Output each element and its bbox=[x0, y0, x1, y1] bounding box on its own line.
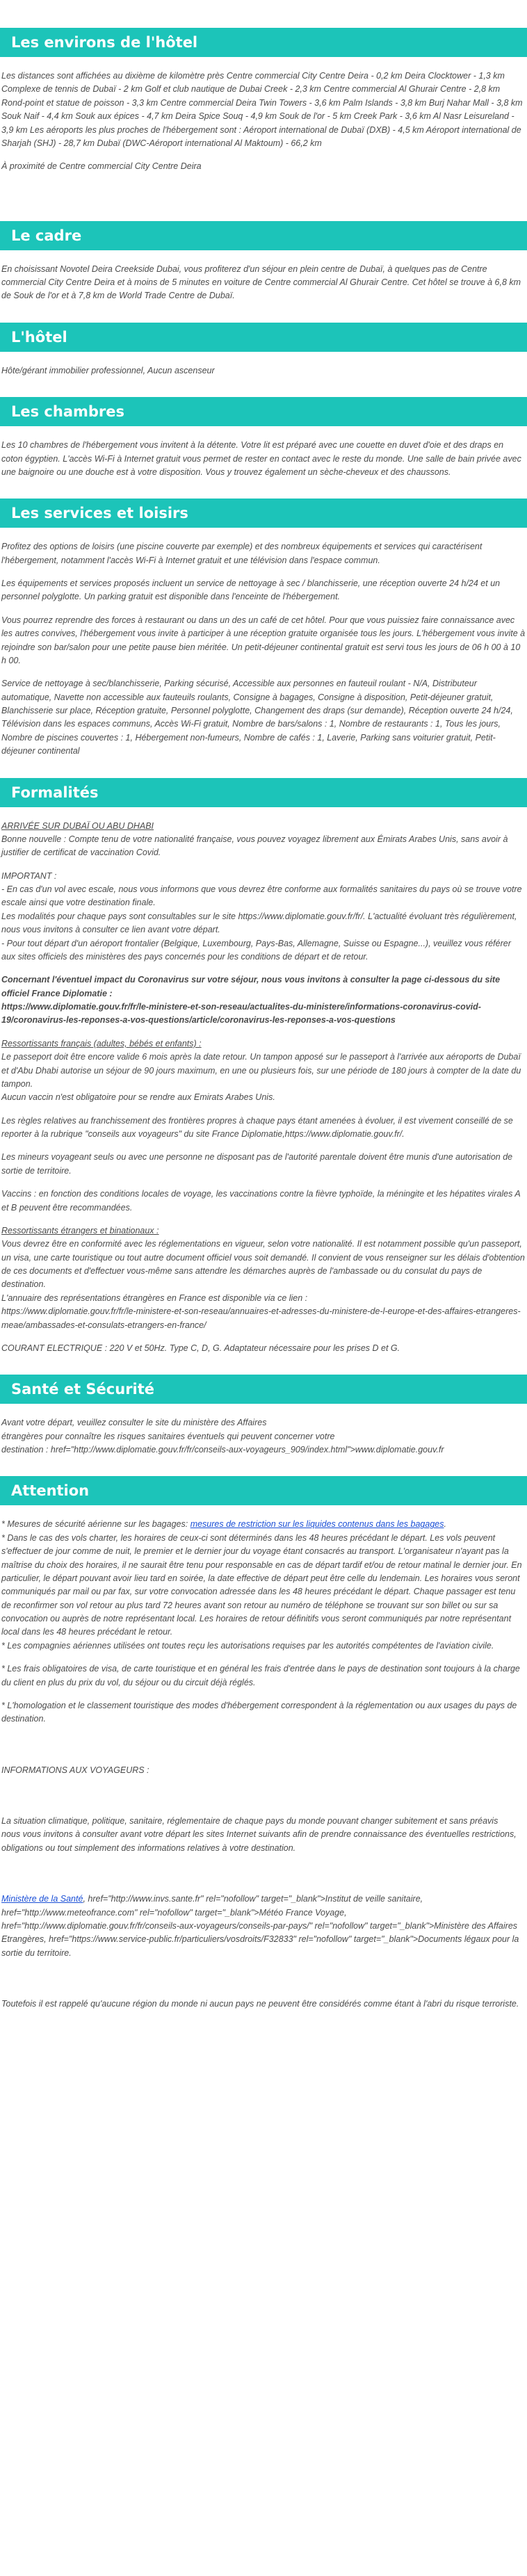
attention-bagages-prefix: * Mesures de sécurité aérienne sur les bagages: bbox=[1, 1519, 190, 1530]
attention-liquides-link[interactable]: mesures de restriction sur les liquides contenus dans les bagages bbox=[190, 1519, 444, 1530]
formalites-courant-text: COURANT ELECTRIQUE : 220 V et 50Hz. Type C, D, G. Adaptateur nécessaire pour les prises D et G. bbox=[1, 1343, 400, 1353]
section-attention bbox=[0, 1476, 527, 2011]
formalites-annuaire-link[interactable]: https://www.diplomatie.gouv.fr/fr/le-ministere-et-son-reseau/annuaires-et-adresses-du-ministere-de-l-europe-et-des-affaires-etrangeres-meae/ambassades-et-consulats-etrangers-en-france/ bbox=[1, 1306, 521, 1330]
formalites-vaccin-text: Aucun vaccin n'est obligatoire pour se rendre aux Emirats Arabes Unis. bbox=[1, 1092, 275, 1103]
section-title-formalites: Formalités bbox=[0, 778, 527, 807]
attention-bagages bbox=[1, 1518, 526, 1531]
formalites-important-2: Les modalités pour chaque pays sont consultables sur le site https://www.diplomatie.gouv.fr/fr/. L'actualité évoluant très régulièrement, nous vous invitons à consulter ce lien avant votre départ. bbox=[1, 911, 517, 935]
section-sante bbox=[0, 1375, 527, 1457]
formalites-important-1: - En cas d'un vol avec escale, nous vous informons que vous devrez être conforme aux formalités sanitaires du pays où se trouve votre escale ainsi que votre destination finale. bbox=[1, 884, 522, 908]
section-title-hotel: L'hôtel bbox=[0, 323, 527, 352]
section-title-sante: Santé et Sécurité bbox=[0, 1375, 527, 1404]
formalites-etrangers-text: Vous devrez être en conformité avec les réglementations en vigueur, selon votre nationalité. Il est notamment possible qu'un passeport, un visa, une carte touristique ou tout autre document officiel vous soit demandé. Il convient de vous renseigner sur les délais d'obtention de ces documents et d'effectuer vous-même sans attendre les démarches auprès de l'ambassade ou du consulat du pays de destination. bbox=[1, 1239, 525, 1290]
formalites-passeport-text: Le passeport doit être encore valide 6 mois après la date retour. Un tampon apposé sur le passeport à l'arrivée aux aéroports de Dubaï et d'Abu Dhabi autorise un séjour de 90 jours maximum, en une ou plusieurs fois, sur une période de 180 jours à compter de la date du tampon. bbox=[1, 1052, 521, 1089]
section-hotel bbox=[0, 323, 527, 378]
environs-proximity: À proximité de Centre commercial City Centre Deira bbox=[1, 161, 202, 172]
section-title-services: Les services et loisirs bbox=[0, 499, 527, 528]
attention-frais: * Les frais obligatoires de visa, de carte touristique et en général les frais d'entrée dans le pays de destination sont toujours à la charge du client en plus du prix du vol, du séjour ou du circuit déjà réglés. bbox=[1, 1664, 520, 1687]
section-title-environs: Les environs de l'hôtel bbox=[0, 28, 527, 57]
section-formalites bbox=[0, 778, 527, 1356]
services-text-3: Vous pourrez reprendre des forces à restaurant ou dans un des un café de cet hôtel. Pour que vous puissiez faire connaissance avec les autres convives, l'hébergement vous invite à participer à une réception gratuite organisée tous les jours. L'hébergement vous invite à rejoindre son bar/salon pour une petite pause bien méritée. Un petit-déjeuner continental gratuit est servi tous les jours de 06 h 00 à 10 h 00. bbox=[1, 615, 526, 665]
attention-bagages-suffix: . bbox=[444, 1519, 446, 1530]
attention-links bbox=[1, 1893, 526, 1960]
formalites-heading-etrangers: Ressortissants étrangers et binationaux : bbox=[1, 1225, 159, 1236]
environs-distances: Les distances sont affichées au dixième de kilomètre près Centre commercial City Centre Deira - 0,2 km Deira Clocktower - 1,3 km Complexe de tennis de Dubaï - 2 km Golf et club nautique de Dubai Creek - 2,3 km Centre commercial Al Ghurair Centre - 2,8 km Rond-point et statue de poisson - 3,3 km Centre commercial Deira Twin Towers - 3,6 km Palm Islands - 3,8 km Burj Nahar Mall - 3,8 km Souk Naif - 4,4 km Souk aux épices - 4,7 km Deira Spice Souq - 4,9 km Souk de l'or - 5 km Creek Park - 3,6 km Al Nasr Leisureland - 3,9 km Les aéroports les plus proches de l'hébergement sont : Aéroport international de Dubaï (DXB) - 4,5 km Aéroport international de Sharjah (SHJ) - 28,7 km Dubaï (DWC-Aéroport international Al Maktoum) - 66,2 km bbox=[1, 71, 523, 148]
section-services bbox=[0, 499, 527, 758]
sante-text-2: étrangères pour connaître les risques sanitaires éventuels qui peuvent concerner votre bbox=[1, 1431, 335, 1441]
attention-terrorisme: Toutefois il est rappelé qu'aucune région du monde ni aucun pays ne peuvent être considérés comme étant à l'abri du risque terroriste. bbox=[1, 1999, 519, 2009]
sante-text-1: Avant votre départ, veuillez consulter le site du ministère des Affaires bbox=[1, 1418, 267, 1428]
attention-info-1: La situation climatique, politique, sanitaire, réglementaire de chaque pays du monde pouvant changer subitement et sans préavis bbox=[1, 1816, 498, 1826]
formalites-vaccins-text: Vaccins : en fonction des conditions locales de voyage, les vaccinations contre la fièvre typhoïde, la méningite et les hépatites virales A et B peuvent être recommandées. bbox=[1, 1189, 521, 1213]
formalites-important-label: IMPORTANT : bbox=[1, 870, 57, 881]
attention-info-label: INFORMATIONS AUX VOYAGEURS : bbox=[1, 1765, 149, 1775]
services-list: Service de nettoyage à sec/blanchisserie, Parking sécurisé, Accessible aux personnes en fauteuil roulant - N/A, Distributeur automatique, Navette non accessible aux fauteuils roulants, Consigne à bagages, Consigne à disposition, Petit-déjeuner gratuit, Blanchisserie sur place, Réception gratuite, Personnel polyglotte, Changement des draps (sur demande), Réception ouverte 24 h/24, Télévision dans les espaces communs, Accès Wi-Fi gratuit, Nombre de bars/salons : 1, Nombre de restaurants : 1, Tous les jours, Nombre de piscines couvertes : 1, Hébergement non-fumeurs, Nombre de cafés : 1, Laverie, Parking sans voiturier gratuit, Petit-déjeuner continental bbox=[1, 679, 513, 756]
attention-charter: * Dans le cas des vols charter, les horaires de ceux-ci sont déterminés dans les 48 heures précédant le départ. Les vols peuvent s'effectuer de jour comme de nuit, le premier et le dernier jour du voyage étant consacrés au transport. L'organisateur n'ayant pas la maîtrise du choix des horaires, il ne saurait être tenu pour responsable en cas de départ tardif et/ou de retour matinal le dernier jour. En particulier, le départ pouvant avoir lieu tard en soirée, la date effective de départ peut être celle du lendemain. Les horaires vous seront communiqués par mail ou par fax, sur votre convocation adressée dans les 48 heures précédant le départ. Chaque passager est tenu de reconfirmer son vol retour au plus tard 72 heures avant son retour au numéro de téléphone se trouvant sur son billet ou sur sa convocation ou auprès de notre représentant local. Les horaires de retour définitifs vous seront communiqués par notre représentant local dans les 48 heures précédant le retour. bbox=[1, 1532, 522, 1637]
attention-sante-link[interactable]: Ministère de la Santé bbox=[1, 1894, 83, 1904]
cadre-text: En choisissant Novotel Deira Creekside Dubai, vous profiterez d'un séjour en plein centre de Dubaï, à quelques pas de Centre commercial City Centre Deira et à moins de 5 minutes en voiture de Centre commercial Al Ghurair Centre. Cet hôtel se trouve à 6,8 km de Souk de l'or et à 7,8 km de World Trade Centre de Dubaï. bbox=[1, 264, 521, 301]
section-cadre bbox=[0, 221, 527, 303]
formalites-annuaire-text: L'annuaire des représentations étrangères en France est disponible via ce lien : bbox=[1, 1293, 308, 1303]
section-title-cadre: Le cadre bbox=[0, 221, 527, 250]
formalites-heading-arrivee: ARRIVÉE SUR DUBAÏ OU ABU DHABI bbox=[1, 820, 154, 831]
section-title-attention: Attention bbox=[0, 1476, 527, 1505]
section-environs bbox=[0, 28, 527, 174]
sante-text-3: destination : href="http://www.diplomatie.gouv.fr/fr/conseils-aux-voyageurs_909/index.html">www.diplomatie.gouv.fr bbox=[1, 1445, 444, 1455]
chambres-text: Les 10 chambres de l'hébergement vous invitent à la détente. Votre lit est préparé avec une couette en duvet d'oie et des draps en coton égyptien. L'accès Wi-Fi à Internet gratuit vous permet de rester en contact avec le reste du monde. Une salle de bain privée avec une baignoire ou une douche est à votre disposition. Vous y trouvez également un sèche-cheveux et des chaussons. bbox=[1, 440, 521, 477]
attention-links-rest: , href="http://www.invs.sante.fr" rel="nofollow" target="_blank">Institut de veille sanitaire, href="http://www.meteofrance.com" rel="nofollow" target="_blank">Météo France Voyage, href="http://www.diplomatie.gouv.fr/fr/conseils-aux-voyageurs/conseils-par-pays/" rel="nofollow" target="_blank">Ministère des Affaires Etrangères, href="https://www.service-public.fr/particuliers/vosdroits/F32833" rel="nofollow" target="_blank">Documents légaux pour la sortie du territoire. bbox=[1, 1894, 519, 1958]
formalites-mineurs-text: Les mineurs voyageant seuls ou avec une personne ne disposant pas de l'autorité parentale doivent être munis d'une autorisation de sortie de territoire. bbox=[1, 1152, 513, 1176]
services-text-2: Les équipements et services proposés incluent un service de nettoyage à sec / blanchisserie, une réception ouverte 24 h/24 et un personnel polyglotte. Un parking gratuit est disponible dans l'enceinte de l'hébergement. bbox=[1, 578, 501, 602]
section-title-chambres: Les chambres bbox=[0, 397, 527, 426]
hotel-text: Hôte/gérant immobilier professionnel, Aucun ascenseur bbox=[1, 365, 215, 375]
formalites-important-3: - Pour tout départ d'un aéroport frontalier (Belgique, Luxembourg, Pays-Bas, Allemagne, Suisse ou Espagne...), veuillez vous référer aux sites officiels des ministères des pays concernés pour les conditions de départ et de retour. bbox=[1, 938, 511, 962]
services-text-1: Profitez des options de loisirs (une piscine couverte par exemple) et des nombreux équipements et services qui caractérisent l'hébergement, notamment l'accès Wi-Fi à Internet gratuit et une télévision dans l'espace commun. bbox=[1, 542, 483, 565]
formalites-covid-link[interactable]: https://www.diplomatie.gouv.fr/fr/le-ministere-et-son-reseau/actualites-du-ministere/informations-coronavirus-covid-19/coronavirus-les-reponses-a-vos-questions/article/coronavirus-les-reponses-a-vos-questions bbox=[1, 1002, 481, 1026]
attention-info-2: nous vous invitons à consulter avant votre départ les sites Internet suivants afin de prendre connaissance des éventuelles restrictions, obligations ou tout simplement des informations relatives à votre destination. bbox=[1, 1829, 517, 1853]
formalites-heading-francais: Ressortissants français (adultes, bébés et enfants) : bbox=[1, 1038, 202, 1048]
section-chambres bbox=[0, 397, 527, 479]
attention-compagnies: * Les compagnies aériennes utilisées ont toutes reçu les autorisations requises par les autorités compétentes de l'aviation civile. bbox=[1, 1640, 494, 1651]
attention-homologation: * L'homologation et le classement touristique des modes d'hébergement correspondent à la réglementation ou aux usages du pays de destination. bbox=[1, 1700, 517, 1724]
formalites-arrivee-text: Bonne nouvelle : Compte tenu de votre nationalité française, vous pouvez voyagez librement aux Émirats Arabes Unis, sans avoir à justifier de certificat de vaccination Covid. bbox=[1, 834, 508, 858]
formalites-covid-notice: Concernant l'éventuel impact du Coronavirus sur votre séjour, nous vous invitons à consulter la page ci-dessous du site officiel France Diplomatie : bbox=[1, 975, 501, 998]
formalites-frontieres-text: Les règles relatives au franchissement des frontières propres à chaque pays étant amenées à évoluer, il est vivement conseillé de se reporter à la rubrique "conseils aux voyageurs" du site France Diplomatie,https://www.diplomatie.gouv.fr/. bbox=[1, 1115, 513, 1139]
